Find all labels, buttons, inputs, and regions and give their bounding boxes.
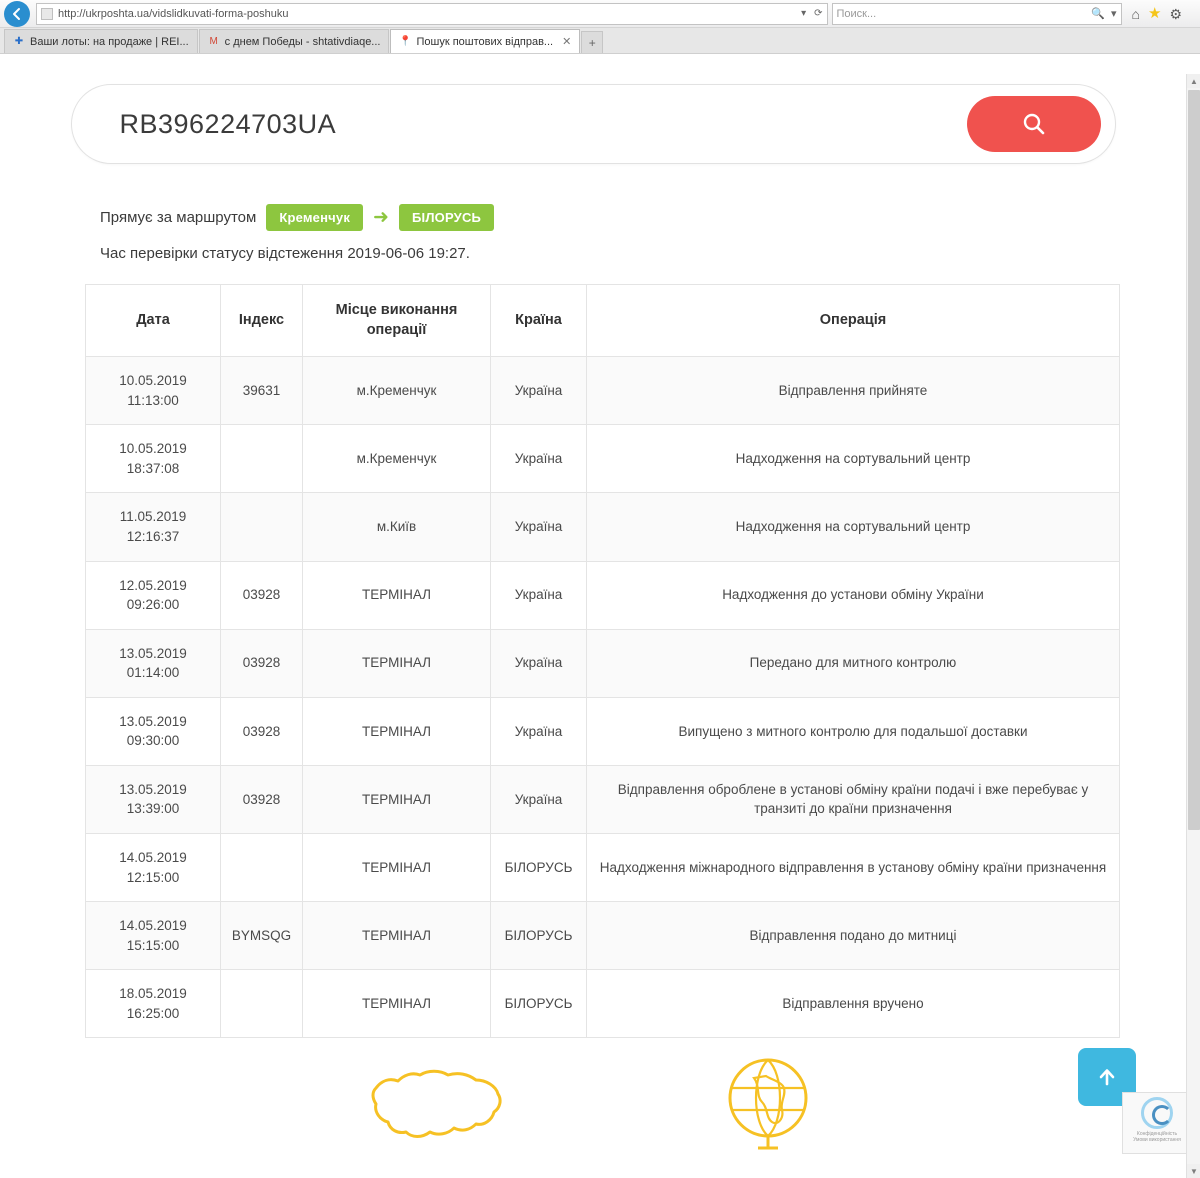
browser-toolbar — [0, 0, 1200, 28]
cell-date: 18.05.2019 16:25:00 — [86, 970, 221, 1038]
cell-country: Україна — [491, 697, 587, 765]
column-header-country: Країна — [491, 285, 587, 357]
home-icon[interactable]: ⌂ — [1131, 5, 1140, 22]
tab-label: Ваши лоты: на продаже | REI... — [30, 35, 189, 48]
scroll-down-icon[interactable]: ▼ — [1187, 1164, 1200, 1178]
cell-operation: Відправлення оброблене в установі обміну країни подачі і вже перебуває у транзиті до країни призначення — [587, 765, 1120, 833]
cell-country: БІЛОРУСЬ — [491, 970, 587, 1038]
back-button[interactable] — [4, 1, 30, 27]
cell-date: 10.05.2019 18:37:08 — [86, 425, 221, 493]
cell-date: 13.05.2019 01:14:00 — [86, 629, 221, 697]
tab-ebay[interactable] — [4, 29, 198, 53]
ukraine-map-icon — [368, 1058, 508, 1148]
tracking-number-input[interactable]: RB396224703UA — [119, 108, 337, 139]
table-row — [86, 902, 1120, 970]
cell-country: БІЛОРУСЬ — [491, 834, 587, 902]
address-text: http://ukrposhta.ua/vidslidkuvati-forma-poshuku — [58, 7, 289, 20]
table-row — [86, 357, 1120, 425]
cell-country: Україна — [491, 357, 587, 425]
cell-place: м.Київ — [303, 493, 491, 561]
table-row — [86, 629, 1120, 697]
cell-place: ТЕРМІНАЛ — [303, 697, 491, 765]
cell-date: 12.05.2019 09:26:00 — [86, 561, 221, 629]
favorites-star-icon[interactable]: ★ — [1147, 5, 1162, 22]
cell-date: 13.05.2019 13:39:00 — [86, 765, 221, 833]
cell-place: ТЕРМІНАЛ — [303, 765, 491, 833]
route-origin-chip: Кременчук — [266, 204, 363, 231]
cell-operation: Відправлення подано до митниці — [587, 902, 1120, 970]
browser-icon-group — [1126, 6, 1188, 21]
route-summary — [100, 204, 1186, 231]
page-content — [0, 84, 1186, 1038]
cell-operation: Передано для митного контролю — [587, 629, 1120, 697]
search-input[interactable]: Поиск... — [836, 7, 877, 20]
tab-ukrposhta[interactable] — [390, 29, 580, 53]
cell-index: 03928 — [221, 697, 303, 765]
cell-date: 14.05.2019 12:15:00 — [86, 834, 221, 902]
tab-label: с днем Победы - shtativdiaqe... — [224, 35, 381, 48]
scroll-up-icon[interactable]: ▲ — [1187, 74, 1200, 88]
cell-operation: Надходження на сортувальний центр — [587, 425, 1120, 493]
cell-index: 03928 — [221, 629, 303, 697]
route-label: Прямує за маршрутом — [100, 209, 257, 226]
cell-date: 10.05.2019 11:13:00 — [86, 357, 221, 425]
status-check-time: Час перевірки статусу відстеження 2019-06-06 19:27. — [100, 245, 470, 262]
cell-index: 03928 — [221, 765, 303, 833]
page-viewport — [0, 54, 1200, 1158]
cell-place: м.Кременчук — [303, 357, 491, 425]
arrow-up-icon — [1094, 1064, 1120, 1090]
column-header-date: Дата — [86, 285, 221, 357]
address-bar[interactable] — [36, 3, 828, 25]
globe-icon — [722, 1052, 814, 1152]
cell-country: Україна — [491, 561, 587, 629]
search-icon[interactable]: 🔍 — [1091, 8, 1105, 20]
cell-place: м.Кременчук — [303, 425, 491, 493]
cell-index: BYMSQG — [221, 902, 303, 970]
route-destination-chip: БІЛОРУСЬ — [399, 204, 494, 231]
tab-strip — [0, 28, 1200, 54]
chevron-down-icon[interactable]: ▾ — [1110, 8, 1117, 20]
recaptcha-privacy-label[interactable]: Конфіденційність — [1136, 1131, 1178, 1137]
cell-place: ТЕРМІНАЛ — [303, 834, 491, 902]
refresh-icon[interactable]: ⟳ — [814, 8, 823, 19]
cell-date: 11.05.2019 12:16:37 — [86, 493, 221, 561]
table-row — [86, 765, 1120, 833]
cell-operation: Відправлення вручено — [587, 970, 1120, 1038]
cell-country: Україна — [491, 765, 587, 833]
cell-place: ТЕРМІНАЛ — [303, 902, 491, 970]
footer-illustrations — [0, 1018, 1200, 1158]
table-row — [86, 425, 1120, 493]
cell-index — [221, 834, 303, 902]
table-row — [86, 834, 1120, 902]
cell-operation: Відправлення прийняте — [587, 357, 1120, 425]
close-icon[interactable]: ✕ — [562, 36, 572, 48]
recaptcha-badge[interactable] — [1122, 1092, 1192, 1154]
cell-country: Україна — [491, 425, 587, 493]
column-header-index: Індекс — [221, 285, 303, 357]
cell-operation: Надходження на сортувальний центр — [587, 493, 1120, 561]
table-row — [86, 697, 1120, 765]
cell-place: ТЕРМІНАЛ — [303, 629, 491, 697]
tab-label: Пошук поштових відправ... — [416, 35, 554, 48]
cell-index: 03928 — [221, 561, 303, 629]
tracking-search-box[interactable] — [71, 84, 1116, 164]
browser-search-box[interactable] — [832, 3, 1122, 25]
cell-country: Україна — [491, 629, 587, 697]
cell-index — [221, 493, 303, 561]
cell-operation: Надходження міжнародного відправлення в установу обміну країни призначення — [587, 834, 1120, 902]
cell-operation: Надходження до установи обміну України — [587, 561, 1120, 629]
recaptcha-icon — [1141, 1097, 1173, 1129]
search-button[interactable] — [967, 96, 1101, 152]
cell-index: 39631 — [221, 357, 303, 425]
recaptcha-terms-label[interactable]: Умови використання — [1133, 1137, 1181, 1144]
column-header-operation: Операція — [587, 285, 1120, 357]
page-icon — [41, 8, 53, 20]
plus-icon: + — [588, 35, 596, 50]
cell-country: БІЛОРУСЬ — [491, 902, 587, 970]
tab-gmail[interactable] — [199, 29, 390, 53]
cell-date: 14.05.2019 15:15:00 — [86, 902, 221, 970]
arrow-right-icon: ➜ — [373, 207, 389, 228]
pin-icon: 📍 — [399, 36, 412, 47]
cell-place: ТЕРМІНАЛ — [303, 970, 491, 1038]
new-tab-button[interactable] — [581, 31, 603, 53]
chevron-down-icon[interactable]: ▾ — [801, 8, 807, 19]
cell-operation: Випущено з митного контролю для подальшої доставки — [587, 697, 1120, 765]
column-header-place: Місце виконання операції — [303, 285, 491, 357]
ebay-icon: ✚ — [14, 36, 24, 47]
settings-gear-icon[interactable]: ⚙ — [1169, 5, 1182, 22]
cell-country: Україна — [491, 493, 587, 561]
tracking-history-table — [85, 284, 1120, 1038]
gmail-icon: M — [209, 36, 218, 47]
table-row — [86, 493, 1120, 561]
table-row — [86, 561, 1120, 629]
scrollbar-thumb[interactable] — [1188, 90, 1200, 830]
search-icon — [1021, 111, 1047, 137]
cell-date: 13.05.2019 09:30:00 — [86, 697, 221, 765]
cell-index — [221, 425, 303, 493]
cell-place: ТЕРМІНАЛ — [303, 561, 491, 629]
page-scrollbar[interactable] — [1186, 74, 1200, 1178]
table-header-row — [86, 285, 1120, 357]
